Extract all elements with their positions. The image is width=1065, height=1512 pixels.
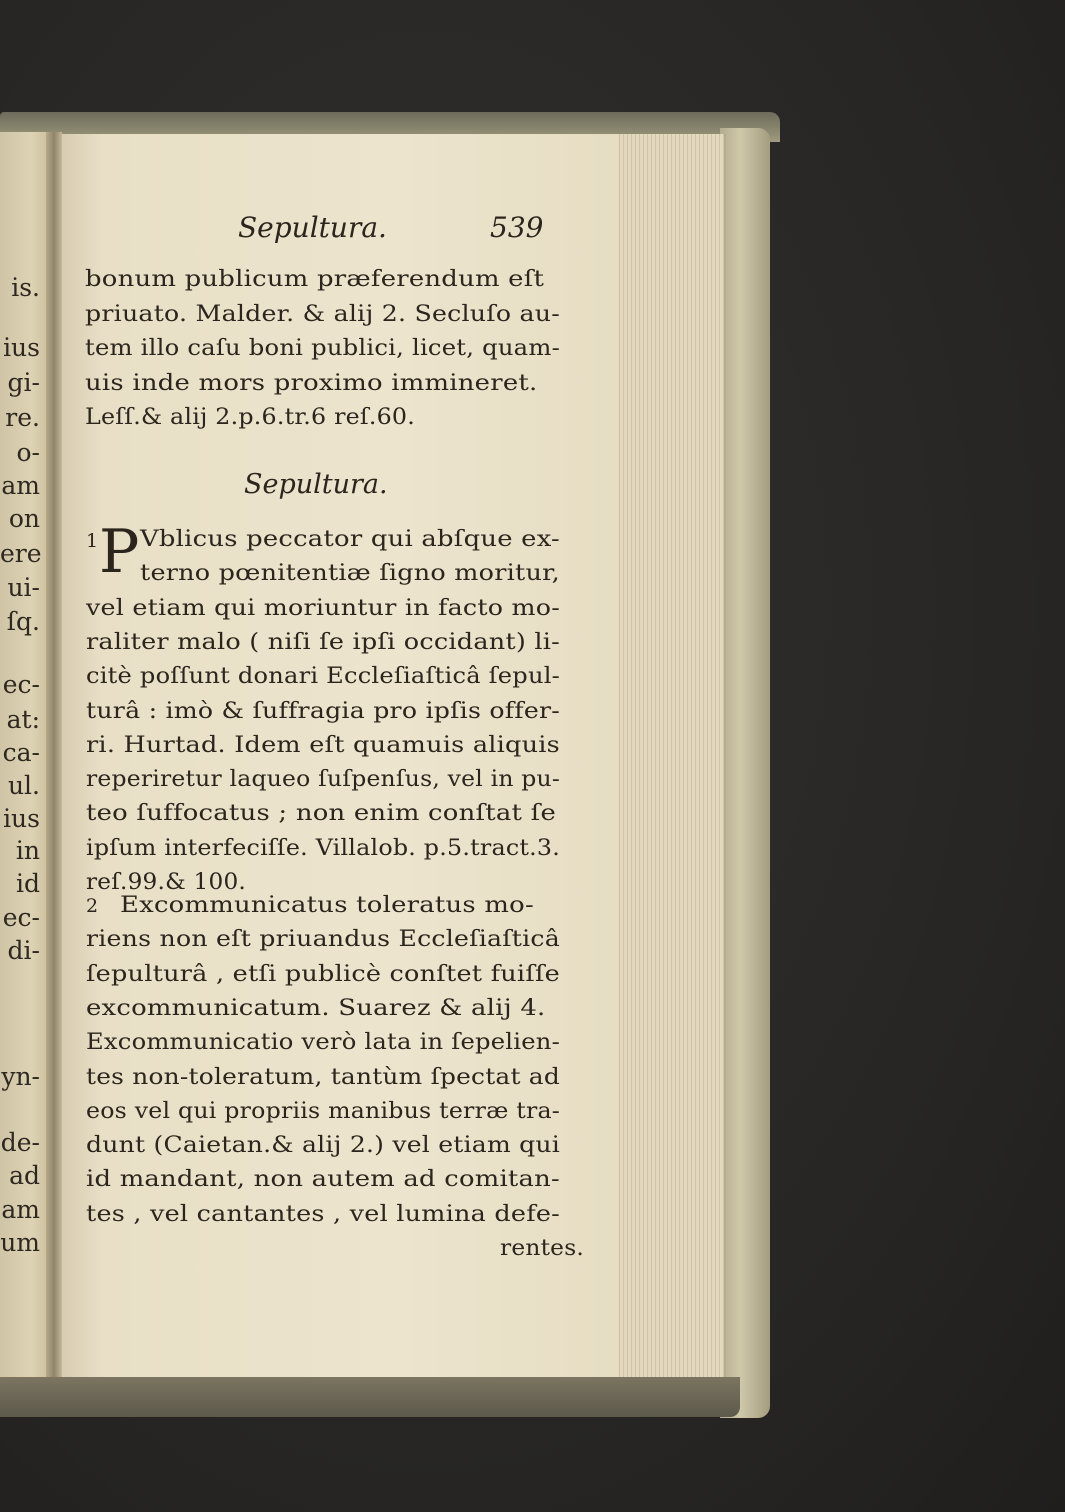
left-page-fragment: ſq. <box>6 607 40 636</box>
left-page-fragment: ius <box>3 804 40 833</box>
text-line: priuato. Malder. & alij 2. Secluſo au- <box>85 300 560 327</box>
left-page-fragment: re. <box>5 403 40 432</box>
text-line: eos vel qui propriis manibus terræ tra- <box>86 1097 560 1124</box>
text-line: rentes. <box>500 1235 584 1261</box>
text-line: id mandant, non autem ad comitan- <box>86 1166 560 1193</box>
left-page-fragment: ui- <box>7 573 40 602</box>
left-page-fragment: gi- <box>7 368 40 397</box>
text-line: dunt (Caietan.& alij 2.) vel etiam qui <box>86 1132 560 1159</box>
text-line: ri. Hurtad. Idem eſt quamuis aliquis <box>86 731 560 758</box>
left-page-fragment: ec- <box>2 670 40 699</box>
page-number: 539 <box>490 211 544 244</box>
text-line: Vblicus peccator qui abſque ex- <box>140 526 560 552</box>
left-page-fragment: id <box>16 869 40 898</box>
left-page-fragment: um <box>0 1228 40 1257</box>
text-line: Excommunicatus toleratus mo- <box>120 892 534 918</box>
drop-cap: P <box>99 517 140 587</box>
section-title: Sepultura. <box>244 469 388 500</box>
running-head: Sepultura. <box>238 211 387 244</box>
text-line: Excommunicatio verò lata in ſepelien- <box>86 1029 560 1056</box>
text-line: citè poſſunt donari Eccleſiaſticâ ſepul- <box>86 663 560 690</box>
book-cover-bottom <box>0 1377 740 1417</box>
text-line: vel etiam qui moriuntur in facto mo- <box>86 594 560 621</box>
text-line: ſepulturâ , etſi publicè conſtet fuiſſe <box>86 960 560 987</box>
left-page-fragment: di- <box>7 936 40 965</box>
text-line: bonum publicum præferendum eſt <box>85 266 545 292</box>
left-page-fragment: ad <box>9 1161 40 1190</box>
text-line: tes non-toleratum, tantùm ſpectat ad <box>86 1063 560 1090</box>
page-edges <box>604 134 726 1392</box>
paragraph-number-2: 2 <box>86 895 99 917</box>
left-page-fragment: o- <box>16 438 40 467</box>
left-page-fragment: yn- <box>1 1062 40 1091</box>
text-line: turâ : imò & ſuffragia pro ipſis offer- <box>86 697 560 724</box>
text-line: terno pœnitentiæ ſigno moritur, <box>140 560 560 587</box>
left-page-fragment: at: <box>6 705 40 734</box>
left-page-fragment: in <box>15 836 40 865</box>
text-line: tem illo caſu boni publici, licet, quam- <box>85 335 560 361</box>
text-line: riens non eſt priuandus Eccleſiaſticâ <box>86 926 560 953</box>
left-page-fragment: ca- <box>2 738 40 767</box>
text-line: reperiretur laqueo ſuſpenſus, vel in pu- <box>86 766 560 793</box>
text-line: Leſſ.& alij 2.p.6.tr.6 reſ.60. <box>85 404 415 430</box>
left-page-fragment: ul. <box>7 771 40 800</box>
text-line: ipſum interfeciſſe. Villalob. p.5.tract.3. <box>86 834 560 861</box>
left-page-fragment: ec- <box>2 903 40 932</box>
left-page-fragment: ere <box>0 539 42 568</box>
text-line: tes , vel cantantes , vel lumina defe- <box>86 1200 560 1227</box>
left-page-fragment: is. <box>11 273 40 302</box>
left-page-fragment: am <box>1 1195 40 1224</box>
left-page-fragment: on <box>8 504 40 533</box>
book-back-cover <box>720 128 770 1418</box>
left-page-fragment: de- <box>0 1128 40 1157</box>
left-page-fragment: am <box>1 471 40 500</box>
text-line: raliter malo ( niſi ſe ipſi occidant) li- <box>86 628 560 655</box>
left-page-fragment: ius <box>3 333 40 362</box>
text-line: reſ.99.& 100. <box>86 869 246 895</box>
book-gutter <box>46 132 62 1387</box>
text-line: teo ſuffocatus ; non enim conſtat ſe <box>86 800 556 827</box>
paragraph-number-1: 1 <box>86 530 99 552</box>
text-line: excommunicatum. Suarez & alij 4. <box>86 994 546 1021</box>
text-line: uis inde mors proximo immineret. <box>85 369 538 396</box>
